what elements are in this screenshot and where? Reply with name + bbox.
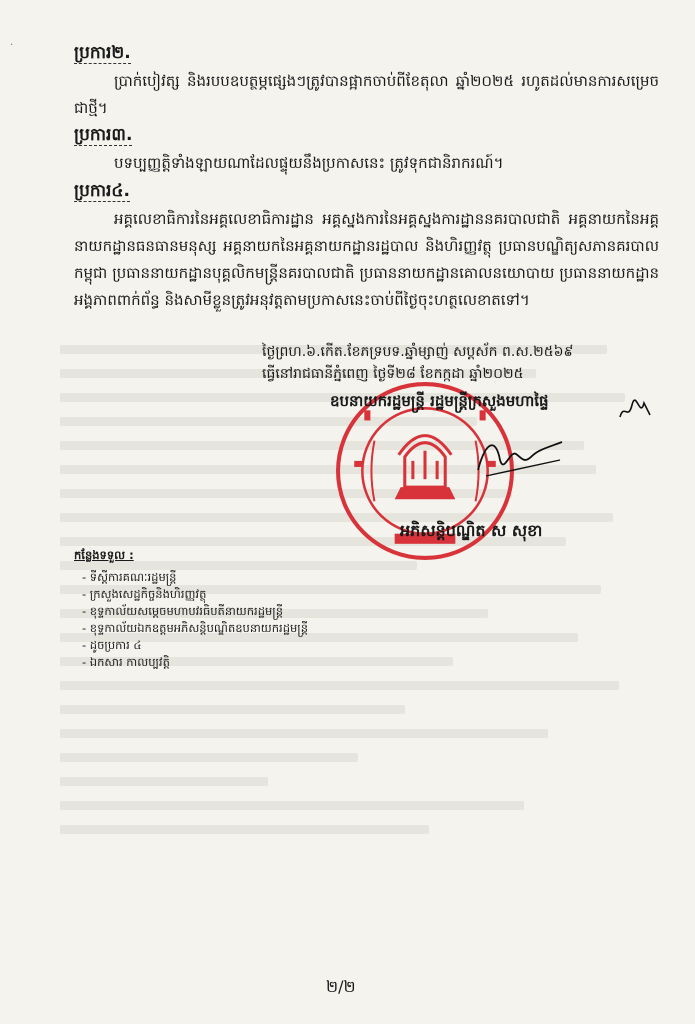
recipients-heading: កន្លែងទទួល :	[74, 548, 134, 562]
article-2-title: ប្រការ២.	[74, 43, 131, 63]
article-3-title: ប្រការ៣.	[74, 125, 133, 145]
article-4-text: អគ្គលេខាធិការនៃអគ្គលេខាធិការដ្ឋាន អគ្គស្នងការនៃអគ្គស្នងការដ្ឋាននគរបាលជាតិ អគ្គនាយកនៃអគ្គនាយកដ្ឋានធនធានមនុស្ស អគ្គនាយកនៃអគ្គនាយកដ្ឋានរដ្ឋបាល និងហិរញ្ញវត្ថុ ប្រធានបណ្ឌិត្យសភានគរបាលកម្ពុជា ប្រធាននាយកដ្ឋានបុគ្គលិកមន្ត្រីនគរបាលជាតិ ប្រធាននាយកដ្ឋានគោលនយោបាយ ប្រធាននាយកដ្ឋាន អង្គភាពពាក់ព័ន្ធ និងសាមីខ្លួនត្រូវអនុវត្តតាមប្រកាសនេះចាប់ពីថ្ងៃចុះហត្ថលេខាតទៅ។	[74, 210, 659, 309]
signer-name: អភិសន្តិបណ្ឌិត ស សុខា	[400, 521, 543, 540]
scan-artifact: ·	[10, 40, 14, 51]
recipients-block	[74, 548, 308, 671]
article-3-text: បទប្បញ្ញត្តិទាំងឡាយណាដែលផ្ទុយនឹងប្រកាសនេះ ត្រូវទុកជានិរាករណ៍។	[114, 154, 504, 172]
solar-date: ធ្វើនៅរាជធានីភ្នំពេញ ថ្ងៃទី២៨ ខែកក្កដា ឆ្នាំ២០២៥	[262, 366, 524, 382]
recipient-item: - ខុទ្ទកាល័យសម្តេចមហាបវរធិបតីនាយករដ្ឋមន្ត្រី	[82, 604, 284, 618]
article-2-text: ប្រាក់បៀវត្ស និងរបបឧបត្ថម្ភផ្សេងៗត្រូវបានផ្អាកចាប់ពីខែតុលា ឆ្នាំ២០២៥ រហូតដល់មានការសម្រេចជាថ្មី។	[74, 72, 659, 117]
lunar-date: ថ្ងៃ​ព្រហ.៦.កើត.ខែ​ភទ្របទ.ឆ្នាំ​ម្សាញ់ សប្តស័ក ព.ស.២៥៦៩	[262, 344, 574, 360]
recipient-item: - ទីស្តីការគណៈរដ្ឋមន្ត្រី	[82, 570, 177, 584]
article-4-title: ប្រការ៤.	[74, 181, 130, 201]
initials-mark	[616, 395, 656, 425]
recipient-item: - ខុទ្ទកាល័យឯកឧត្តមអភិសន្តិបណ្ឌិតឧបនាយករដ្ឋមន្ត្រី	[82, 621, 309, 635]
recipient-item: - ដូចប្រការ ៤	[82, 638, 142, 652]
recipients-list	[74, 569, 308, 671]
minister-signature	[476, 430, 564, 480]
recipient-item: - ឯកសារ កាលប្បវត្តិ	[82, 655, 170, 669]
minister-title: ឧបនាយករដ្ឋមន្ត្រី រដ្ឋមន្ត្រីក្រសួងមហាផ្ទៃ	[330, 392, 549, 410]
recipient-item: - ក្រសួងសេដ្ឋកិច្ចនិងហិរញ្ញវត្ថុ	[82, 587, 207, 601]
page-number: ២/២	[326, 977, 356, 996]
